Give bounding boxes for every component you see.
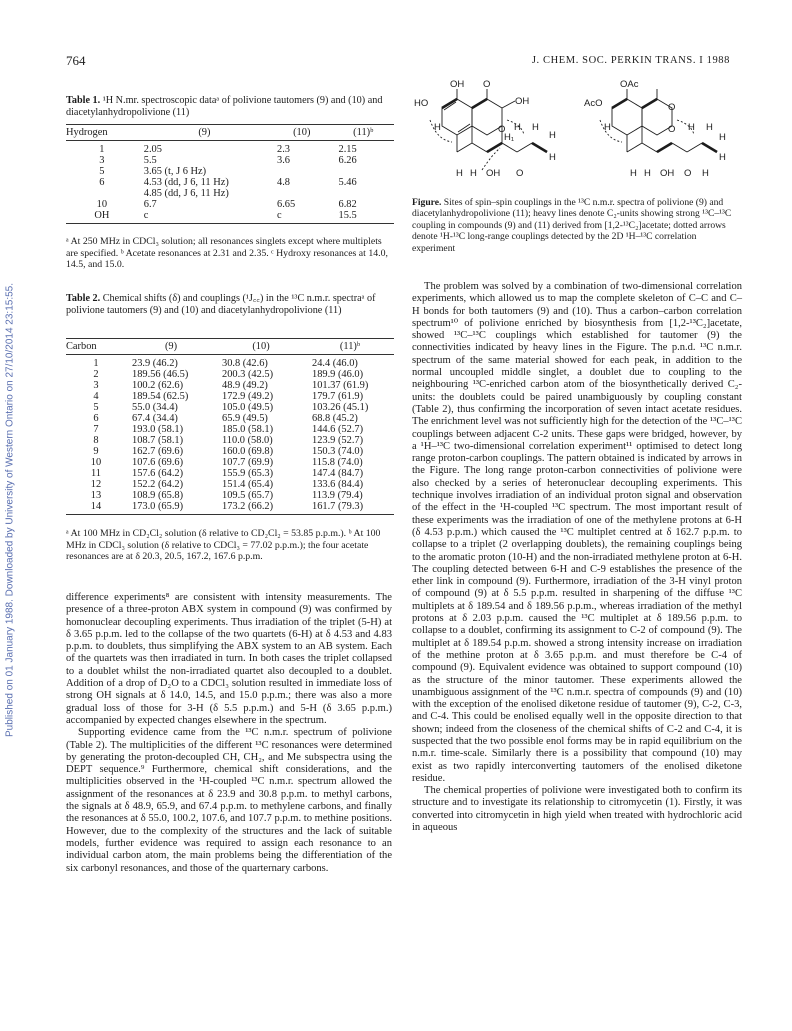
table-cell: 1 bbox=[99, 144, 105, 155]
table-cell: 68.8 (45.2) bbox=[312, 413, 358, 424]
table-cell: 10 bbox=[90, 457, 102, 468]
label-o2-top: O bbox=[668, 102, 676, 113]
table-cell: 113.9 (79.4) bbox=[312, 490, 363, 501]
table-cell: 200.3 (42.5) bbox=[222, 369, 274, 380]
table-row bbox=[66, 457, 394, 468]
table-cell: 105.0 (49.5) bbox=[222, 402, 274, 413]
table-cell: 107.6 (69.6) bbox=[132, 457, 184, 468]
label-h-low2: H bbox=[470, 168, 477, 179]
table-cell: 2 bbox=[93, 369, 99, 380]
table-cell: 2.15 bbox=[338, 144, 357, 155]
table-cell: 15.5 bbox=[333, 210, 395, 224]
label-h-e: H bbox=[549, 152, 556, 163]
label-h2-b: H bbox=[688, 122, 695, 133]
table2-title: Chemical shifts (δ) and couplings (¹J꜀꜀) in the ¹³C n.m.r. spectraᵃ of polivione tautomers (9) and (10) and diacetylanhydropolivione (11) bbox=[66, 293, 376, 317]
label-oh-low: OH bbox=[486, 168, 501, 179]
table-cell: 101.37 (61.9) bbox=[312, 380, 369, 391]
table-row bbox=[66, 155, 394, 166]
table-cell: 160.0 (69.8) bbox=[222, 446, 274, 457]
table-cell: 4.8 bbox=[277, 177, 290, 188]
table-row bbox=[66, 501, 394, 515]
table-cell: 115.8 (74.0) bbox=[312, 457, 363, 468]
table-cell bbox=[66, 188, 138, 199]
label-h2-far: H bbox=[719, 152, 726, 163]
table-cell: 161.7 (79.3) bbox=[306, 501, 394, 515]
table1-caption bbox=[66, 95, 391, 120]
table-cell: 107.7 (69.9) bbox=[222, 457, 274, 468]
table-cell: 162.7 (69.6) bbox=[132, 446, 184, 457]
label-h2-low1: H bbox=[630, 168, 637, 179]
label-oh-top: OH bbox=[450, 80, 465, 90]
label-h-a: H bbox=[434, 122, 441, 133]
table-cell: 108.9 (65.8) bbox=[132, 490, 184, 501]
left-column-text bbox=[66, 592, 392, 875]
table-cell: 189.54 (62.5) bbox=[132, 391, 189, 402]
figure-caption-text: Sites of spin–spin couplings in the ¹³C n.m.r. spectra of polivione (9) and diacetylanhydropolivione (11); heavy lines denote C₂-units showing strong ¹³C–¹³C coupling in compounds (9) and (11) derived from [1,2-¹³C₂]acetate; dotted arrows denote ¹H-¹³C long-range couplings detected by the 2D ¹H–¹³C correlation experiment bbox=[412, 197, 732, 254]
table1-footnote: ᵃ At 250 MHz in CDCl₃ solution; all resonances singlets except where multiplets are specified. ᵇ Acetate resonances at 2.31 and 2.35. ᶜ Hydroxy resonances at 14.0, 14.5, and 15.0. bbox=[66, 236, 388, 271]
table2 bbox=[66, 338, 394, 515]
table-cell: 3 bbox=[99, 155, 105, 166]
table-row bbox=[66, 141, 394, 156]
table-header-cell: (10) bbox=[271, 125, 333, 141]
table-cell: c bbox=[138, 210, 271, 224]
table-row bbox=[66, 424, 394, 435]
table1-label: Table 1. bbox=[66, 95, 101, 106]
table-header-cell: Carbon bbox=[66, 339, 126, 355]
label-h-low1: H bbox=[456, 168, 463, 179]
table-row bbox=[66, 391, 394, 402]
table-cell: 157.6 (64.2) bbox=[132, 468, 184, 479]
table-cell: 7 bbox=[93, 424, 99, 435]
label-oh-right: OH bbox=[515, 96, 530, 107]
table-cell: 4.85 (dd, J 6, 11 Hz) bbox=[143, 188, 229, 199]
structure-11-drawing bbox=[600, 89, 717, 152]
structure-11 bbox=[584, 80, 726, 179]
label-h2-far2: H bbox=[702, 168, 709, 179]
table-cell: 55.0 (34.4) bbox=[132, 402, 178, 413]
table-header-cell: (10) bbox=[216, 339, 306, 355]
table-cell: 155.9 (65.3) bbox=[222, 468, 274, 479]
right-paragraph-1: The problem was solved by a combination of two-dimensional correlation experiments, which allowed us to map the complete skeleton of C–C and C–H bonds for both tautomers (9) and (10). Thus a carbon–carbon correlation spectrum¹⁰ of polivione enriched by biosynthesis from [1,2-¹³C₂]acetate, showed ¹³C–¹³C couplings which established for tautomer (9) the connectivities indicated by heavy lines in the Figure. The p.n.d. ¹³C n.m.r. spectrum of the same material showed for each peak, in addition to the normal uncoupled middle singlet, a doublet due to coupling to the neighbouring ¹³C-enriched carbon atom of the biosynthetically derived C₂-units: the doublets could be paired unambiguously by coupling constant (Table 2), thus confirming the incorporation of seven intact acetate residues. The enrichment level was not sufficiently high for the detection of the ¹³C–¹³C couplings between adjacent C-2 units. These gaps were bridged, however, by a ¹H–¹³C two-dimensional correlation experiment¹¹ optimised to detect long range proton-carbon couplings. The pattern obtained is indicated by arrows in the Figure. The long range proton-carbon connectivities of polivione were also checked by a series of heteronuclear decoupling experiments. This technique involves irradiation of an individual proton signal and observation of the effect in the ¹H-coupled ¹³C spectrum. The most important result of these experiments was the irradiation of one of the methylene protons at 6-H (δ 4.53 p.p.m.) which caused the ¹³C multiplet centred at δ 162.7 p.p.m. to collapse to a triplet (2 overlapping doublets), the remaining couplings being to the aromatic proton (10-H) and the non-irradiated methylene proton at 6-H. The coupling detected between 6-H and C-9 establishes the presence of the ether link in compound (9). Furthermore, irradiation of the 3-H vinyl proton of compound (9) at δ 5.5 p.p.m. resulted in sharpening of the diffuse ¹³C multiplets at δ 189.54 and δ 189.56 p.p.m., whereas irradiation of the methyl protons at δ 2.03 p.p.m. caused the ¹³C multiplet at δ 189.56 p.p.m. to collapse to a doublet, confirming its assignment to C-2 of compound (9). The multiplet at δ 189.54 p.p.m. showed a strong intensity increase on irradiation of the methine proton at δ 3.65 p.p.m. and must therefore be C-4 of compound (9). Equivalent evidence was obtained to support compound (10) as the structure of the minor tautomer. These experiments allowed the unambiguous assignment of the ¹³C n.m.r. spectra of compounds (9) and (10) with the exception of the enolised diketone residue of tautomer (9), C-2, C-3, and C-4. This could be enolised equally well in the opposite direction to that shown; indeed from the closeness of the chemical shifts of C-2 and C-4, it is suspected that the two possible enol forms may be in rapid equilibrium on the n.m.r. time-scale. Similarly there is a possibility that compound (10) may exist as two rapidly interconverting tautomers of the enolised diketone residue. bbox=[412, 281, 742, 784]
table-cell: 133.6 (84.4) bbox=[312, 479, 364, 490]
table-cell: 179.7 (61.9) bbox=[312, 391, 364, 402]
label-h2-low2: H bbox=[644, 168, 651, 179]
table-row bbox=[66, 199, 394, 210]
table-header-row bbox=[66, 339, 394, 355]
left-paragraph-1: difference experiments⁸ are consistent with intensity measurements. The presence of a three-proton ABX system in compound (9) was confirmed by homonuclear decoupling experiments. Thus irradiation of the triplet (5-H) at δ 3.65 p.p.m. led to the collapse of the two quartets (6-H) at δ 4.53 and 4.83 p.p.m. to doublets, thus simplifying the ABX system to an AB system. Each of the quartets was then irradiated in turn. In both cases the triplet collapsed to a doublet whilst the non-irradiated quartet also decoupled to a doublet. Addition of a drop of D₂O to a CDCl₃ solution resulted in immediate loss of strong OH signals at δ 14.0, 14.5, and 15.0 p.p.m.; there was also a more gradual loss of those for 3-H (δ 5.5 p.p.m.) and 5-H (δ 3.65 p.p.m.) accompanied by expected changes elsewhere in the spectrum. bbox=[66, 592, 392, 726]
table-cell: 6 bbox=[99, 177, 105, 188]
table-cell: 189.9 (46.0) bbox=[312, 369, 364, 380]
table-cell: 2.05 bbox=[143, 144, 162, 155]
label-o-low: O bbox=[516, 168, 524, 179]
table-cell bbox=[271, 166, 333, 177]
table-cell: 24.4 (46.0) bbox=[312, 358, 358, 369]
label-h-c: H bbox=[532, 122, 539, 133]
table-cell: 189.56 (46.5) bbox=[132, 369, 189, 380]
table-row bbox=[66, 435, 394, 446]
label-h2-a: H bbox=[604, 122, 611, 133]
table-cell: 48.9 (49.2) bbox=[222, 380, 268, 391]
label-h-b: H bbox=[514, 122, 521, 133]
table-cell: 103.26 (45.1) bbox=[312, 402, 369, 413]
table-cell: 151.4 (65.4) bbox=[222, 479, 274, 490]
table-cell: c bbox=[271, 210, 333, 224]
table-cell: 172.9 (49.2) bbox=[222, 391, 274, 402]
table-header-cell: (9) bbox=[126, 339, 216, 355]
table-cell: 6.7 bbox=[143, 199, 157, 210]
table-header-cell: Hydrogen bbox=[66, 125, 138, 141]
table-cell: 4.53 (dd, J 6, 11 Hz) bbox=[143, 177, 229, 188]
table-header-cell: (9) bbox=[138, 125, 271, 141]
figure-caption bbox=[412, 197, 742, 254]
table-cell: 5.5 bbox=[143, 155, 157, 166]
label-o2-low: O bbox=[684, 168, 692, 179]
table-cell: 3 bbox=[93, 380, 99, 391]
table-cell: 10 bbox=[96, 199, 108, 210]
publication-sidebar bbox=[2, 180, 18, 840]
table-row bbox=[66, 188, 394, 199]
journal-header: J. CHEM. SOC. PERKIN TRANS. I 1988 bbox=[531, 55, 730, 66]
table-cell: 3.65 (t, J 6 Hz) bbox=[143, 166, 207, 177]
table-cell: 108.7 (58.1) bbox=[132, 435, 184, 446]
table2-caption bbox=[66, 293, 391, 318]
label-h2-d: H bbox=[719, 132, 726, 143]
label-h2-c: H bbox=[706, 122, 713, 133]
table-cell: 110.0 (58.0) bbox=[222, 435, 273, 446]
table-cell bbox=[333, 166, 395, 177]
table-cell: 109.5 (65.7) bbox=[222, 490, 274, 501]
table-cell bbox=[271, 188, 333, 199]
table-cell: 152.2 (64.2) bbox=[132, 479, 184, 490]
table-cell: OH bbox=[66, 210, 138, 224]
table-row bbox=[66, 369, 394, 380]
right-column-text bbox=[412, 281, 742, 834]
page-number: 764 bbox=[66, 53, 86, 68]
left-paragraph-2: Supporting evidence came from the ¹³C n.m.r. spectrum of polivione (Table 2). The multiplicities of the different ¹³C resonances were determined by generating the proton-decoupled CH, CH₂, and Me subspectra using the DEPT sequence.⁹ Furthermore, chemical shift considerations, and the multiplicities observed in the ¹H-coupled ¹³C n.m.r. spectrum allowed the assignment of the resonances at δ 23.9 and 30.8 p.p.m. to methyl carbons, the signals at δ 48.9, 65.9, and 67.4 p.p.m. to methylene carbons, and finally the resonances at δ 55.0, 100.2, 107.6, and 107.7 p.p.m. to methine positions. However, due to the complexity of the structures and the lack of suitable models, further evidence was required to assign each resonance to an individual carbon atom, the main problems being the differentiation of the six carbonyl resonances, and those of the quarternary carbons. bbox=[66, 727, 392, 874]
table-row bbox=[66, 166, 394, 177]
figure-label: Figure. bbox=[412, 197, 442, 208]
table-cell: 123.9 (52.7) bbox=[312, 435, 364, 446]
table-row bbox=[66, 446, 394, 457]
table-cell bbox=[333, 188, 395, 199]
table-cell: 6.82 bbox=[338, 199, 357, 210]
label-aco: AcO bbox=[584, 98, 603, 109]
table-cell: 173.0 (65.9) bbox=[126, 501, 216, 515]
table-cell: 30.8 (42.6) bbox=[222, 358, 268, 369]
table-cell: 11 bbox=[90, 468, 101, 479]
table-header-cell: (11)ᵇ bbox=[333, 125, 395, 141]
table1-title: ¹H N.mr. spectroscopic dataᵃ of polivione tautomers (9) and (10) and diacetylanhydropolivione (11) bbox=[66, 95, 383, 119]
table-cell: 67.4 (34.4) bbox=[132, 413, 178, 424]
label-o2-ring: O bbox=[668, 124, 676, 135]
table2-footnote: ᵃ At 100 MHz in CD₂Cl₂ solution (δ relative to CD₂Cl₂ = 53.85 p.p.m.). ᵇ At 100 MHz in CDCl₃ solution (δ relative to CDCl₃ = 77.02 p.p.m.); the four acetate resonances are at δ 20.3, 20.5, 167.2, 167.6 p.p.m. bbox=[66, 528, 381, 563]
table2-label: Table 2. bbox=[66, 293, 101, 304]
table-cell: 9 bbox=[93, 446, 99, 457]
table-cell: 147.4 (84.7) bbox=[312, 468, 364, 479]
sidebar-text: Published on 01 January 1988. Downloaded by University of Western Ontario on 27/10/2014 23:15:55. bbox=[4, 283, 16, 737]
table-row bbox=[66, 177, 394, 188]
table-row bbox=[66, 355, 394, 370]
table-row bbox=[66, 490, 394, 501]
table1 bbox=[66, 124, 394, 224]
structure-figure bbox=[412, 80, 742, 200]
table-header-row bbox=[66, 125, 394, 141]
table-row bbox=[66, 468, 394, 479]
table-cell: 6 bbox=[93, 413, 99, 424]
structure-9-drawing bbox=[430, 89, 547, 170]
table-header-cell: (11)ᵇ bbox=[306, 339, 394, 355]
table-row bbox=[66, 479, 394, 490]
label-o-top: O bbox=[483, 80, 491, 90]
table-cell: 144.6 (52.7) bbox=[312, 424, 364, 435]
table-cell: 5 bbox=[93, 402, 99, 413]
table-cell: 5.46 bbox=[338, 177, 357, 188]
label-ho: HO bbox=[414, 98, 429, 109]
table-row bbox=[66, 413, 394, 424]
table-cell: 3.6 bbox=[277, 155, 290, 166]
label-o-ring: O bbox=[498, 124, 506, 135]
table-cell: 193.0 (58.1) bbox=[132, 424, 184, 435]
table-cell: 1 bbox=[93, 358, 99, 369]
table-cell: 150.3 (74.0) bbox=[312, 446, 364, 457]
table-row bbox=[66, 380, 394, 391]
table-cell: 185.0 (58.1) bbox=[222, 424, 274, 435]
table-cell: 23.9 (46.2) bbox=[132, 358, 178, 369]
table-cell: 173.2 (66.2) bbox=[216, 501, 306, 515]
label-oac: OAc bbox=[620, 80, 639, 90]
table-cell: 6.65 bbox=[277, 199, 296, 210]
table-cell: 14 bbox=[66, 501, 126, 515]
structure-9-labels bbox=[414, 80, 556, 179]
label-oh2-low: OH bbox=[660, 168, 675, 179]
table-cell: 8 bbox=[93, 435, 99, 446]
table-cell: 4 bbox=[93, 391, 99, 402]
table-cell: 100.2 (62.6) bbox=[132, 380, 184, 391]
label-h1: H₁ bbox=[504, 132, 515, 143]
table-cell: 6.26 bbox=[338, 155, 357, 166]
table-row bbox=[66, 210, 394, 224]
table-row bbox=[66, 402, 394, 413]
table-cell: 5 bbox=[99, 166, 105, 177]
table-cell: 13 bbox=[90, 490, 102, 501]
table-cell: 65.9 (49.5) bbox=[222, 413, 268, 424]
label-h-d: H bbox=[549, 130, 556, 141]
right-paragraph-2: The chemical properties of polivione were investigated both to confirm its structure and to investigate its relationship to citromycetin (1). Firstly, it was converted into citromycetin in high yield when treated with hydrochloric acid in aqueous bbox=[412, 785, 742, 834]
table-cell: 2.3 bbox=[277, 144, 290, 155]
table-cell: 12 bbox=[90, 479, 102, 490]
